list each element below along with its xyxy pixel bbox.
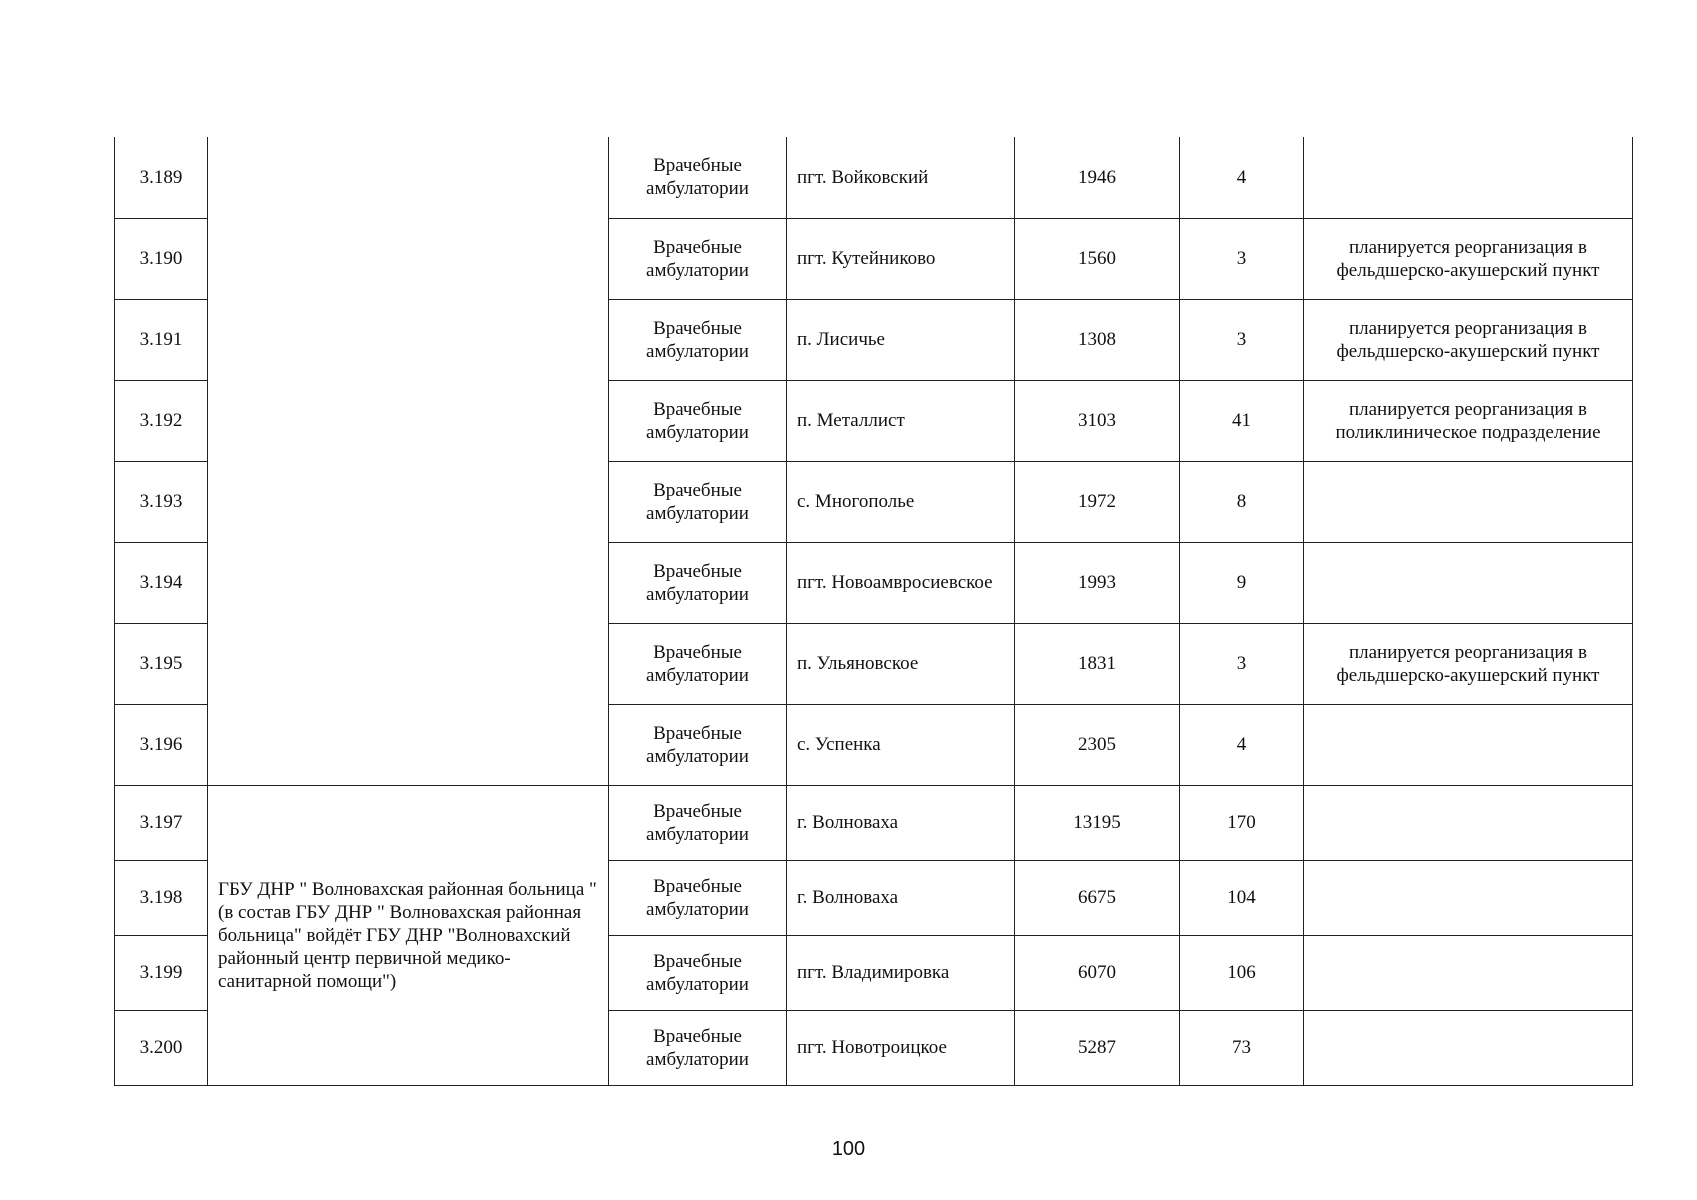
value1-cell: 6070 [1015,935,1180,1010]
row-number-cell: 3.197 [115,785,208,860]
note-cell [1304,1010,1633,1085]
facility-type-cell: Врачебные амбулатории [609,935,787,1010]
location-cell: пгт. Новотроицкое [787,1010,1015,1085]
value1-cell: 1831 [1015,623,1180,704]
note-cell: планируется реорганизация в фельдшерско-акушерский пункт [1304,218,1633,299]
location-cell: с. Успенка [787,704,1015,785]
value2-cell: 106 [1180,935,1304,1010]
location-cell: пгт. Кутейниково [787,218,1015,299]
note-cell: планируется реорганизация в фельдшерско-акушерский пункт [1304,623,1633,704]
value2-cell: 73 [1180,1010,1304,1085]
location-cell: пгт. Владимировка [787,935,1015,1010]
location-cell: пгт. Войковский [787,137,1015,218]
value2-cell: 170 [1180,785,1304,860]
facility-type-cell: Врачебные амбулатории [609,380,787,461]
row-number-cell: 3.200 [115,1010,208,1085]
value2-cell: 4 [1180,137,1304,218]
organization-cell: ГБУ ДНР " Волновахская районная больница " (в состав ГБУ ДНР " Волновахская районная больница" войдёт ГБУ ДНР "Волновахский районный центр первичной медико-санитарной помощи") [208,785,609,1085]
facility-type-cell: Врачебные амбулатории [609,137,787,218]
facility-type-cell: Врачебные амбулатории [609,1010,787,1085]
value2-cell: 4 [1180,704,1304,785]
note-cell [1304,860,1633,935]
table-row [115,785,1633,860]
row-number-cell: 3.189 [115,137,208,218]
value1-cell: 1308 [1015,299,1180,380]
value1-cell: 5287 [1015,1010,1180,1085]
value2-cell: 3 [1180,623,1304,704]
note-cell [1304,935,1633,1010]
row-number-cell: 3.198 [115,860,208,935]
facility-type-cell: Врачебные амбулатории [609,785,787,860]
row-number-cell: 3.194 [115,542,208,623]
value1-cell: 1560 [1015,218,1180,299]
facility-type-cell: Врачебные амбулатории [609,704,787,785]
note-cell [1304,542,1633,623]
location-cell: п. Ульяновское [787,623,1015,704]
value1-cell: 2305 [1015,704,1180,785]
row-number-cell: 3.196 [115,704,208,785]
facility-type-cell: Врачебные амбулатории [609,461,787,542]
note-cell: планируется реорганизация в поликлиническое подразделение [1304,380,1633,461]
organization-cell [208,137,609,785]
value2-cell: 9 [1180,542,1304,623]
value1-cell: 6675 [1015,860,1180,935]
note-cell [1304,461,1633,542]
facility-type-cell: Врачебные амбулатории [609,860,787,935]
facility-type-cell: Врачебные амбулатории [609,542,787,623]
location-cell: п. Металлист [787,380,1015,461]
note-cell [1304,704,1633,785]
page-number: 100 [831,1138,866,1160]
facility-type-cell: Врачебные амбулатории [609,623,787,704]
value2-cell: 3 [1180,299,1304,380]
row-number-cell: 3.192 [115,380,208,461]
row-number-cell: 3.199 [115,935,208,1010]
value1-cell: 1972 [1015,461,1180,542]
row-number-cell: 3.190 [115,218,208,299]
row-number-cell: 3.193 [115,461,208,542]
location-cell: п. Лисичье [787,299,1015,380]
value1-cell: 1946 [1015,137,1180,218]
row-number-cell: 3.195 [115,623,208,704]
value2-cell: 8 [1180,461,1304,542]
note-cell [1304,137,1633,218]
value2-cell: 3 [1180,218,1304,299]
location-cell: пгт. Новоамвросиевское [787,542,1015,623]
table-row [115,137,1633,218]
note-cell [1304,785,1633,860]
value2-cell: 41 [1180,380,1304,461]
note-cell: планируется реорганизация в фельдшерско-акушерский пункт [1304,299,1633,380]
location-cell: г. Волноваха [787,860,1015,935]
value1-cell: 13195 [1015,785,1180,860]
facility-type-cell: Врачебные амбулатории [609,218,787,299]
location-cell: с. Многополье [787,461,1015,542]
location-cell: г. Волноваха [787,785,1015,860]
value2-cell: 104 [1180,860,1304,935]
facilities-table [114,137,1633,1086]
row-number-cell: 3.191 [115,299,208,380]
facility-type-cell: Врачебные амбулатории [609,299,787,380]
value1-cell: 1993 [1015,542,1180,623]
value1-cell: 3103 [1015,380,1180,461]
